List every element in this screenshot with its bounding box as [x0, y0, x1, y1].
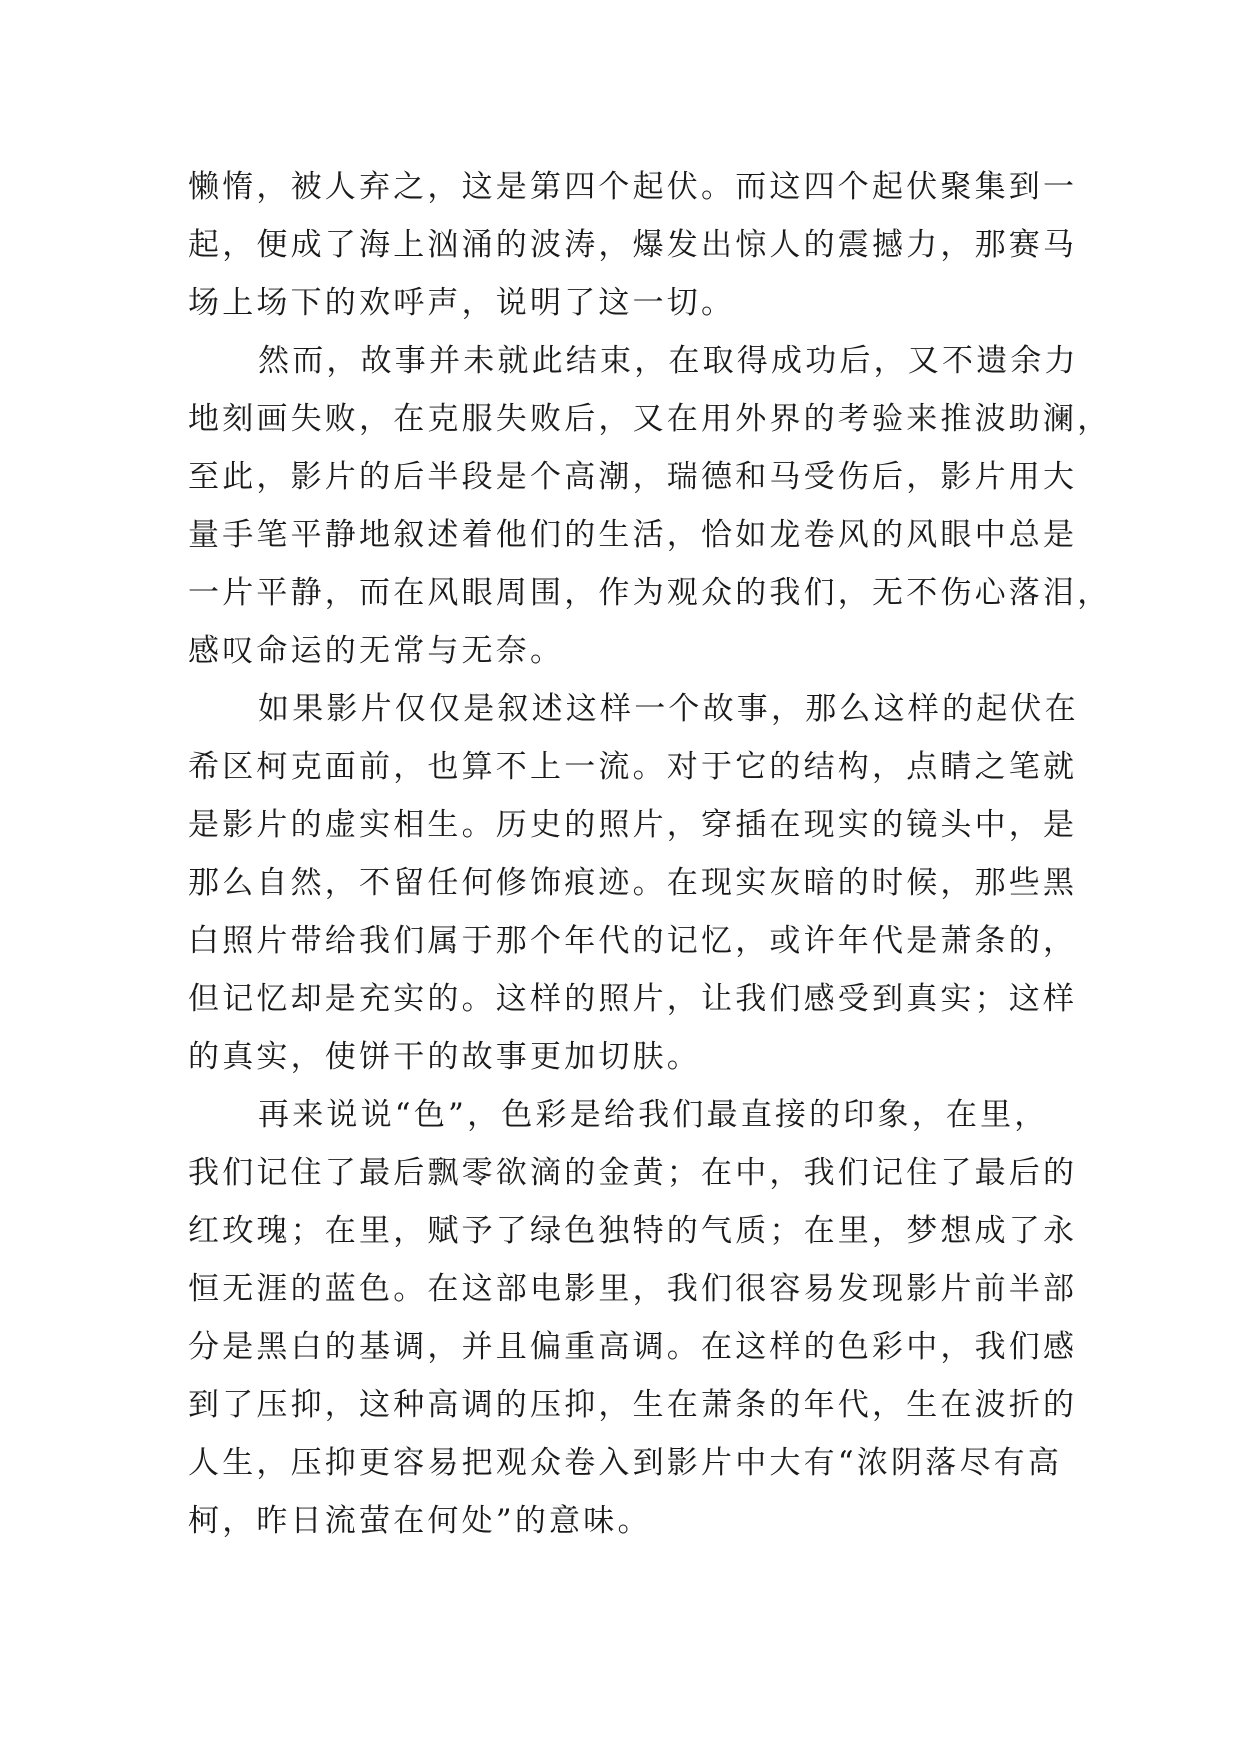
text-line: 的真实，使饼干的故事更加切肤。: [188, 1039, 701, 1075]
text-line: 地刻画失败，在克服失败后，又在用外界的考验来推波助澜，: [188, 401, 1112, 437]
text-line: 起，便成了海上汹涌的波涛，爆发出惊人的震撼力，那赛马: [188, 227, 1078, 263]
text-line: 一片平静，而在风眼周围，作为观众的我们，无不伤心落泪，: [188, 575, 1112, 611]
text-line: 红玫瑰；在里，赋予了绿色独特的气质；在里，梦想成了永: [188, 1213, 1078, 1249]
text-line: 但记忆却是充实的。这样的照片，让我们感受到真实；这样: [188, 981, 1078, 1017]
paragraph-first-line: 然而，故事并未就此结束，在取得成功后，又不遗余力: [258, 343, 1079, 379]
text-line: 人生，压抑更容易把观众卷入到影片中大有“浓阴落尽有高: [188, 1445, 1063, 1481]
text-line: 希区柯克面前，也算不上一流。对于它的结构，点睛之笔就: [188, 749, 1078, 785]
body-text: [188, 158, 1112, 1550]
text-line: 至此，影片的后半段是个高潮，瑞德和马受伤后，影片用大: [188, 459, 1078, 495]
text-line: 量手笔平静地叙述着他们的生活，恰如龙卷风的风眼中总是: [188, 517, 1078, 553]
paragraph-first-line: 如果影片仅仅是叙述这样一个故事，那么这样的起伏在: [258, 691, 1079, 727]
paragraph-first-line: 再来说说“色”，色彩是给我们最直接的印象，在里，: [258, 1097, 1049, 1133]
text-line: 到了压抑，这种高调的压抑，生在萧条的年代，生在波折的: [188, 1387, 1078, 1423]
text-line: 白照片带给我们属于那个年代的记忆，或许年代是萧条的，: [188, 923, 1078, 959]
text-line: 懒惰，被人弃之，这是第四个起伏。而这四个起伏聚集到一: [188, 169, 1078, 205]
text-line: 是影片的虚实相生。历史的照片，穿插在现实的镜头中，是: [188, 807, 1078, 843]
text-line: 那么自然，不留任何修饰痕迹。在现实灰暗的时候，那些黑: [188, 865, 1078, 901]
text-line: 场上场下的欢呼声，说明了这一切。: [188, 285, 736, 321]
text-line: 柯，昨日流萤在何处”的意味。: [188, 1503, 652, 1539]
text-line: 恒无涯的蓝色。在这部电影里，我们很容易发现影片前半部: [188, 1271, 1078, 1307]
text-line: 感叹命运的无常与无奈。: [188, 633, 565, 669]
text-line: 我们记住了最后飘零欲滴的金黄；在中，我们记住了最后的: [188, 1155, 1078, 1191]
text-line: 分是黑白的基调，并且偏重高调。在这样的色彩中，我们感: [188, 1329, 1078, 1365]
